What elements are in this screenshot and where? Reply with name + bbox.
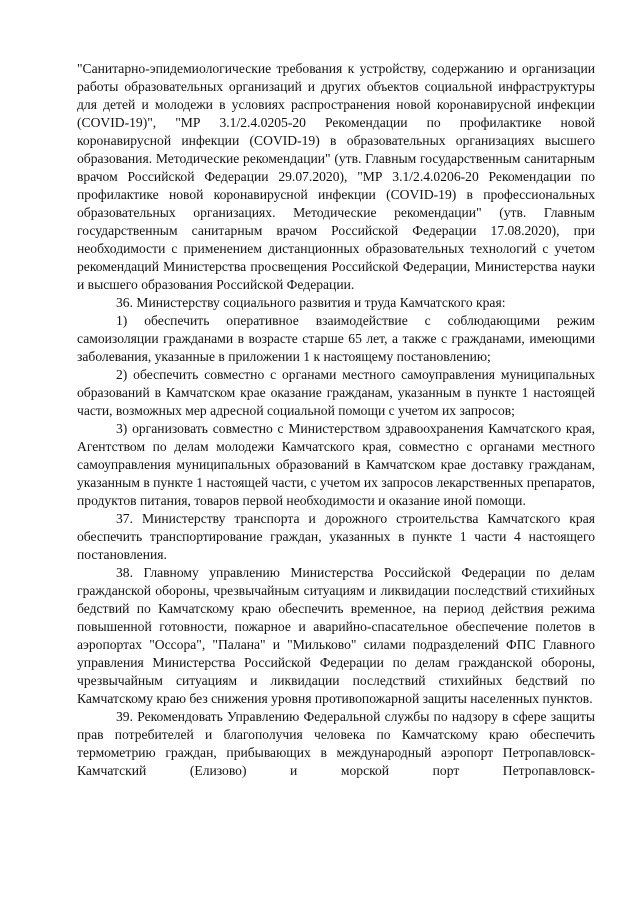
paragraph-36-item-1: 1) обеспечить оперативное взаимодействие с соблюдающими режим самоизоляции гражданами в возрасте старше 65 лет, а также с гражданами, имеющими заболевания, указанные в приложении 1 к настоящему постановлению;: [77, 313, 595, 364]
paragraph-38: 38. Главному управлению Министерства Российской Федерации по делам гражданской обороны, чрезвычайным ситуациям и ликвидации последствий стихийных бедствий по Камчатскому краю обеспечить временное, на период действия режима повышенной готовности, пожарное и аварийно-спасательное обеспечение полетов в аэропортах "Оссора", "Палана" и "Мильково" силами подразделений ФПС Главного управления Министерства Российской Федерации по делам гражданской обороны, чрезвычайным ситуациям и ликвидации последствий стихийных бедствий по Камчатскому краю без снижения уровня противопожарной защиты населенных пунктов.: [77, 565, 595, 706]
document-page: [77, 60, 595, 780]
paragraph-37: 37. Министерству транспорта и дорожного строительства Камчатского края обеспечить транспортирование граждан, указанных в пункте 1 части 4 настоящего постановления.: [77, 511, 595, 562]
paragraph-36-item-2: 2) обеспечить совместно с органами местного самоуправления муниципальных образований в Камчатском крае оказание гражданам, указанным в пункте 1 настоящей части, возможных мер адресной социальной помощи с учетом их запросов;: [77, 367, 595, 418]
paragraph-36-item-3: 3) организовать совместно с Министерством здравоохранения Камчатского края, Агентством по делам молодежи Камчатского края, совместно с органами местного самоуправления муниципальных образований в Камчатском крае доставку гражданам, указанным в пункте 1 настоящей части, с учетом их запросов лекарственных препаратов, продуктов питания, товаров первой необходимости и оказание иной помощи.: [77, 421, 595, 508]
paragraph-39: 39. Рекомендовать Управлению Федеральной службы по надзору в сфере защиты прав потребителей и благополучия человека по Камчатскому краю обеспечить термометрию граждан, прибывающих в международный аэропорт Петропавловск-Камчатский (Елизово) и морской порт Петропавловск-: [77, 709, 595, 778]
paragraph-continued: "Санитарно-эпидемиологические требования к устройству, содержанию и организации работы образовательных организаций и других объектов социальной инфраструктуры для детей и молодежи в условиях распространения новой коронавирусной инфекции (COVID-19)", "МР 3.1/2.4.0205-20 Рекомендации по профилактике новой коронавирусной инфекции (COVID-19) в образовательных организациях высшего образования. Методические рекомендации" (утв. Главным государственным санитарным врачом Российской Федерации 29.07.2020), "МР 3.1/2.4.0206-20 Рекомендации по профилактике новой коронавирусной инфекции (COVID-19) в профессиональных образовательных организациях. Методические рекомендации" (утв. Главным государственным санитарным врачом Российской Федерации 17.08.2020), при необходимости с применением дистанционных образовательных технологий с учетом рекомендаций Министерства просвещения Российской Федерации, Министерства науки и высшего образования Российской Федерации.: [77, 61, 595, 292]
paragraph-36: 36. Министерству социального развития и труда Камчатского края:: [116, 295, 506, 310]
